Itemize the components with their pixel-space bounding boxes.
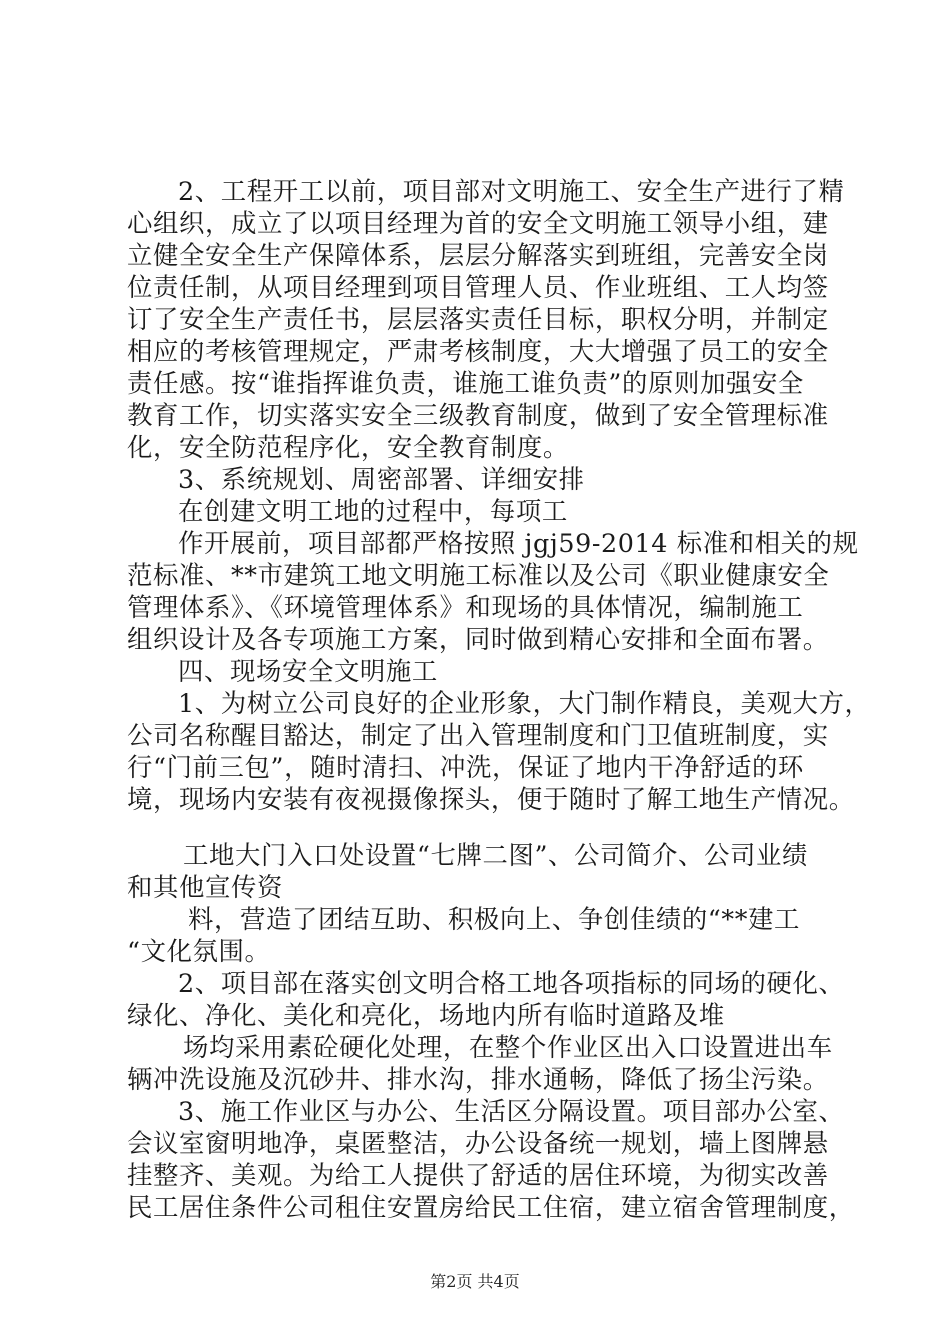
body-text-line: 订了安全生产责任书，层层落实责任目标，职权分明，并制定: [127, 304, 829, 334]
body-text-line: 化，安全防范程序化，安全教育制度。: [127, 432, 569, 462]
body-text-line: 辆冲洗设施及沉砂井、排水沟，排水通畅，降低了扬尘污染。: [127, 1064, 829, 1094]
body-text-line: 范标准、**市建筑工地文明施工标准以及公司《职业健康安全: [127, 560, 830, 590]
body-text-line: 绿化、净化、美化和亮化，场地内所有临时道路及堆: [127, 1000, 725, 1030]
body-text-line: 和其他宣传资: [127, 872, 283, 902]
body-text-line: 会议室窗明地净，桌匿整洁，办公设备统一规划，墙上图牌悬: [127, 1128, 829, 1158]
body-text-line: 3、施工作业区与办公、生活区分隔设置。项目部办公室、: [178, 1096, 845, 1126]
body-text-line: 料，营造了团结互助、积极向上、争创佳绩的“**建工: [188, 904, 800, 934]
page-footer: 第2页 共4页: [430, 1272, 520, 1291]
body-text-line: 教育工作，切实落实安全三级教育制度，做到了安全管理标准: [127, 400, 829, 430]
body-text-line: 1、为树立公司良好的企业形象，大门制作精良，美观大方，: [178, 688, 871, 718]
body-text-line: 2、工程开工以前，项目部对文明施工、安全生产进行了精: [178, 176, 845, 206]
body-text-line: 挂整齐、美观。为给工人提供了舒适的居住环境，为彻实改善: [127, 1160, 829, 1190]
body-text-line: 管理体系》、《环境管理体系》和现场的具体情况，编制施工: [127, 592, 804, 622]
body-text-line: 境，现场内安装有夜视摄像探头，便于随时了解工地生产情况。: [127, 784, 855, 814]
body-text-line: 作开展前，项目部都严格按照 jgj59-2014 标准和相关的规: [178, 528, 859, 558]
body-text-line: 组织设计及各专项施工方案，同时做到精心安排和全面布署。: [127, 624, 829, 654]
body-text-line: 场均采用素砼硬化处理，在整个作业区出入口设置进出车: [183, 1032, 833, 1062]
body-text-line: 公司名称醒目豁达，制定了出入管理制度和门卫值班制度，实: [127, 720, 829, 750]
body-text-line: 2、项目部在落实创文明合格工地各项指标的同场的硬化、: [178, 968, 845, 998]
body-text-line: 在创建文明工地的过程中，每项工: [178, 496, 568, 526]
body-text-line: 心组织，成立了以项目经理为首的安全文明施工领导小组，建: [127, 208, 829, 238]
body-text-line: 工地大门入口处设置“七牌二图”、公司简介、公司业绩: [183, 840, 808, 870]
section-heading: 3、系统规划、周密部署、详细安排: [178, 464, 585, 494]
body-text-line: 民工居住条件公司租住安置房给民工住宿，建立宿舍管理制度，: [127, 1192, 855, 1222]
body-text-line: “文化氛围。: [127, 936, 271, 966]
body-text-line: 行“门前三包”，随时清扫、冲洗，保证了地内干净舒适的环: [127, 752, 804, 782]
section-heading: 四、现场安全文明施工: [178, 656, 438, 686]
body-text-line: 相应的考核管理规定，严肃考核制度，大大增强了员工的安全: [127, 336, 829, 366]
body-text-line: 责任感。按“谁指挥谁负责，谁施工谁负责”的原则加强安全: [127, 368, 804, 398]
body-text-line: 位责任制，从项目经理到项目管理人员、作业班组、工人均签: [127, 272, 829, 302]
body-text-line: 立健全安全生产保障体系，层层分解落实到班组，完善安全岗: [127, 240, 829, 270]
